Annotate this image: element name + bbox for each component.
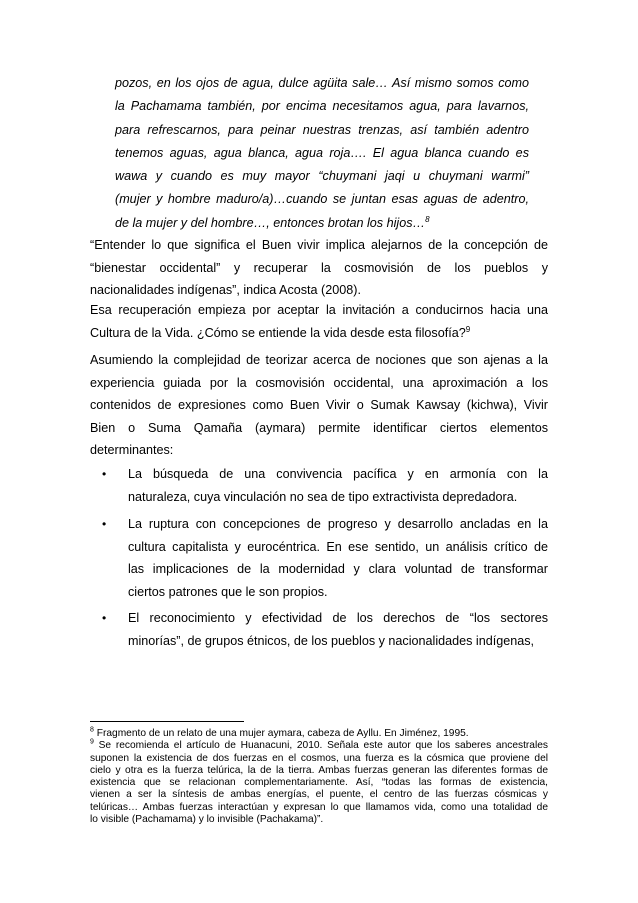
bullet-line: El reconocimiento y efectividad de los derechos de “los sectores [128,611,548,625]
quote-last-text: de la mujer y del hombre…, entonces brotan los hijos… [115,215,426,230]
footnote-ref-8[interactable]: 8 [425,214,430,224]
paragraph-line: “bienestar occidental” y recuperar la cosmovisión de los pueblos y [90,260,548,275]
quote-line: tenemos aguas, agua blanca, agua roja…. El agua blanca cuando es [115,145,529,160]
quote-line: la Pachamama también, por encima necesitamos agua, para lavarnos, [115,99,529,114]
paragraph-cultura-vida [90,299,548,344]
bullet-text [128,463,548,508]
bullet-line: ciertos patrones que le son propios. [128,584,328,599]
paragraph-line: determinantes: [90,443,174,457]
footnote-ref-9[interactable]: 9 [465,324,471,334]
quote-line: wawa y cuando es muy mayor “chuymani jaqi u chuymani warmi” [115,169,529,184]
quote-line: para refrescarnos, para peinar nuestras trenzas, así también adentro [115,122,529,137]
quote-line [115,212,529,235]
paragraph-cosmovision [90,349,548,462]
block-quote [115,72,529,235]
bullet-text [128,607,548,652]
paragraph-buen-vivir [90,234,548,302]
footnote-9-line: lo visible (Pachamama) y lo invisible (Pachakama)”. [90,814,324,826]
footnote-9-line: suponen la existencia de dos fuerzas en el cosmos, una fuerza es la cósmica que proviene del [90,752,548,764]
footnote-text: Se recomienda el artículo de Huanacuni, 2010. Señala este autor que los saberes ancestrales [98,740,548,752]
bullet-line: La búsqueda de una convivencia pacífica y en armonía con la [128,467,548,481]
bullet-line: naturaleza, cuya vinculación no sea de tipo extractivista depredadora. [128,489,518,504]
footnote-separator [90,721,244,722]
bullet-line: La ruptura con concepciones de progreso y desarrollo ancladas en la [128,517,548,531]
bullet-icon: • [102,467,107,481]
bullet-text [128,513,548,603]
footnote-8 [90,728,548,740]
bullet-icon: • [102,517,107,531]
bullet-line: las implicaciones de la modernidad y clara voluntad de transformar [128,562,548,576]
paragraph-line: contenidos de expresiones como Buen Vivir o Sumak Kawsay (kichwa), Vivir [90,398,548,412]
bullet-line: minorías”, de grupos étnicos, de los pueblos y nacionalidades indígenas, [128,633,535,648]
footnote-9-line [90,740,548,752]
paragraph-line: “Entender lo que significa el Buen vivir implica alejarnos de la concepción de [90,238,548,252]
quote-line: (mujer y hombre maduro/a)…cuando se juntan esas aguas de adentro, [115,192,529,207]
bullet-icon: • [102,611,107,625]
bullet-line: cultura capitalista y eurocéntrica. En ese sentido, un análisis crítico de [128,539,548,554]
footnote-9-line: existencia que se relacionan complementariamente. Así, “todas las formas de existencia, [90,777,548,789]
quote-line: pozos, en los ojos de agua, dulce agüita sale… Así mismo somos como [115,76,529,90]
footnote-9-line: telúricas… Ambas fuerzas interactúan y expresan lo que llamamos vida, como una totalidad de [90,801,548,813]
paragraph-line: Asumiendo la complejidad de teorizar acerca de nociones que son ajenas a la [90,353,548,367]
footnote-text: Fragmento de un relato de una mujer aymara, cabeza de Ayllu. En Jiménez, 1995. [96,728,469,739]
footnotes [90,728,548,826]
paragraph-line: Bien o Suma Qamaña (aymara) permite identificar ciertos elementos [90,420,548,435]
paragraph-line: Esa recuperación empieza por aceptar la invitación a conducirnos hacia una [90,303,548,317]
footnote-9-line: vienen a ser la síntesis de ambas energías, el puente, el centro de las fuerzas cósmicas y [90,789,548,801]
paragraph-line: nacionalidades indígenas”, indica Acosta (2008). [90,283,361,297]
footnote-number: 8 [90,726,94,734]
footnote-9-line: cielo y otra es la fuerza telúrica, la de la tierra. Ambas fuerzas generan las diferentes formas de [90,764,548,776]
footnote-number: 9 [90,738,94,746]
paragraph-line [90,322,548,345]
paragraph-line: experiencia guiada por la cosmovisión occidental, una aproximación a los [90,375,548,390]
paragraph-last-text: Cultura de la Vida. ¿Cómo se entiende la vida desde esta filosofía? [90,325,466,340]
